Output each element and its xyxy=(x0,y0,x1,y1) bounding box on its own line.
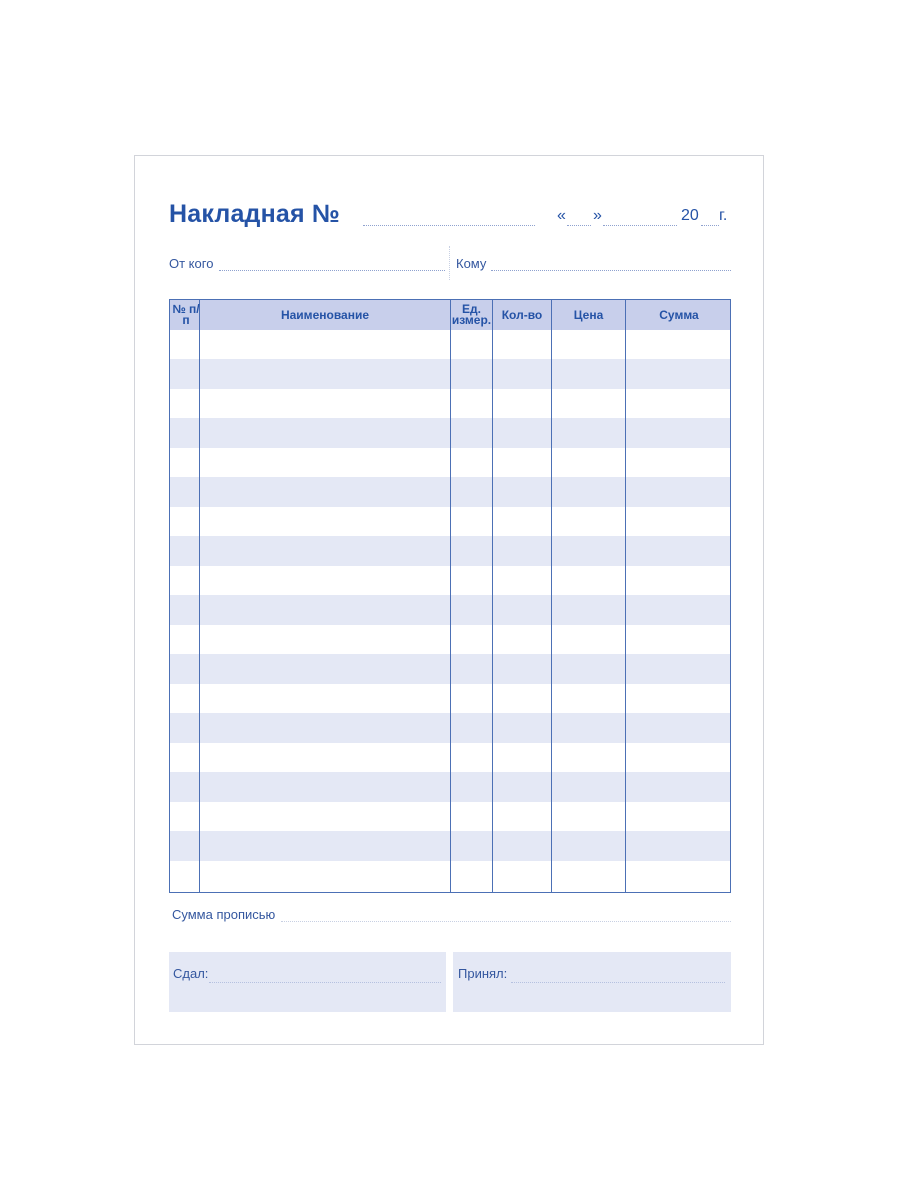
column-divider xyxy=(450,300,451,892)
column-divider xyxy=(625,300,626,892)
to-field[interactable] xyxy=(491,270,731,271)
date-year-field[interactable] xyxy=(701,225,719,226)
invoice-form-sheet xyxy=(134,155,764,1045)
column-divider xyxy=(492,300,493,892)
column-header-unit: Ед. измер. xyxy=(451,302,492,327)
received-signature-field[interactable] xyxy=(511,982,725,983)
invoice-number-field[interactable] xyxy=(363,225,535,226)
handed-label: Сдал: xyxy=(173,966,209,981)
form-title: Накладная № xyxy=(169,200,341,228)
column-header-price: Цена xyxy=(573,307,604,322)
handed-over-box xyxy=(169,952,446,1012)
items-table xyxy=(169,299,731,893)
amount-in-words-field[interactable] xyxy=(281,921,731,922)
handed-signature-field[interactable] xyxy=(209,982,441,983)
column-divider xyxy=(551,300,552,892)
from-field[interactable] xyxy=(219,270,445,271)
received-label: Принял: xyxy=(458,966,508,981)
date-month-field[interactable] xyxy=(603,225,677,226)
amount-in-words-label: Сумма прописью xyxy=(172,907,276,922)
date-close-quote: » xyxy=(593,207,602,224)
column-divider xyxy=(199,300,200,892)
column-header-quantity: Кол-во xyxy=(501,307,543,322)
date-year-suffix: г. xyxy=(719,207,728,224)
column-header-name: Наименование xyxy=(280,307,370,322)
to-label: Кому xyxy=(456,256,487,271)
column-header-sum: Сумма xyxy=(659,307,699,322)
header-divider xyxy=(449,246,450,280)
date-open-quote: « xyxy=(557,207,566,224)
received-box xyxy=(453,952,731,1012)
column-header-number: № п/п xyxy=(172,302,200,327)
date-day-field[interactable] xyxy=(567,225,591,226)
date-year-prefix: 20 xyxy=(681,207,699,224)
from-label: От кого xyxy=(169,256,214,271)
